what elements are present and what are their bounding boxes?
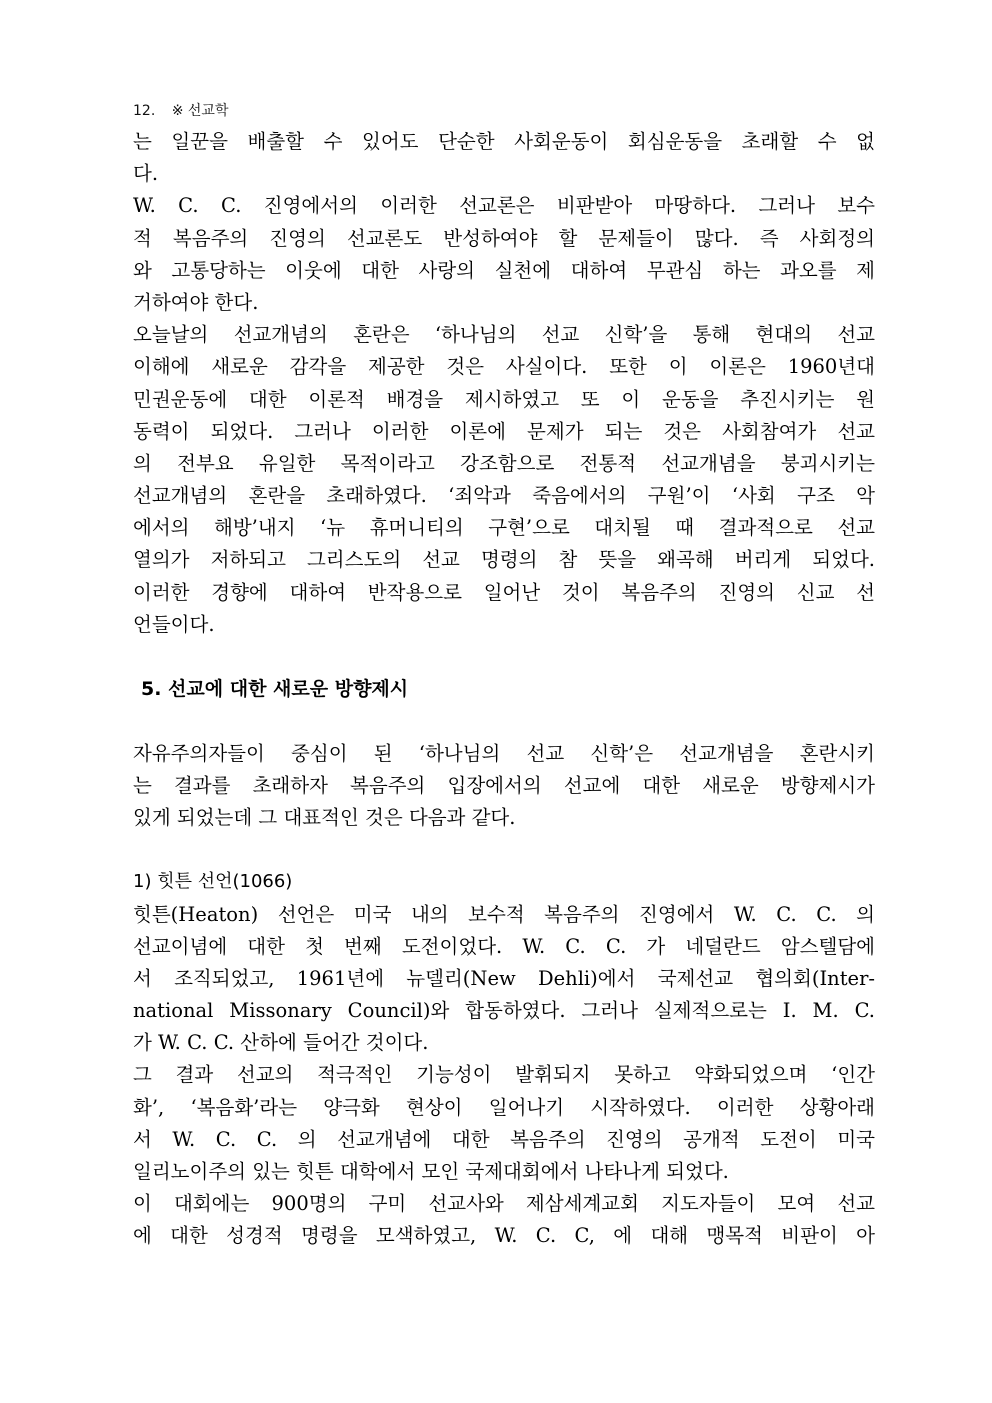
spacer [133, 641, 875, 673]
text-line: national Missonary Council)와 합동하였다. 그러나 실제적으로는 I. M. C. [133, 999, 875, 1023]
running-title: ※ 선교학 [171, 103, 229, 119]
text-line: 민권운동에 대한 이론적 배경을 제시하였고 또 이 운동을 추진시키는 원 [133, 387, 875, 411]
text-line: 일리노이주의 있는 힛튼 대학에서 모인 국제대회에서 나타나게 되었다. [133, 1160, 729, 1183]
spacer [133, 834, 875, 866]
text-line: 에서의 해방’내지 ‘뉴 휴머니티의 구현’으로 대치될 때 결과적으로 선교 [133, 516, 875, 540]
text-line: 의 전부요 유일한 목적이라고 강조함으로 전통적 선교개념을 붕괴시키는 [133, 451, 875, 475]
text-line: 이해에 새로운 감각을 제공한 것은 사실이다. 또한 이 이론은 1960년대 [133, 355, 875, 379]
text-line: 이 대회에는 900명의 구미 선교사와 제삼세계교회 지도자들이 모여 선교 [133, 1192, 875, 1216]
text-line: 가 W. C. C. 산하에 들어간 것이다. [133, 1031, 429, 1055]
text-line: 는 결과를 초래하자 복음주의 입장에서의 선교에 대한 새로운 방향제시가 [133, 773, 875, 797]
text-line: 힛튼(Heaton) 선언은 미국 내의 보수적 복음주의 진영에서 W. C. C. 의 [133, 902, 875, 926]
text-line: 는 일꾼을 배출할 수 있어도 단순한 사회운동이 회심운동을 초래할 수 없 [133, 130, 875, 153]
text-line: 적 복음주의 진영의 선교론도 반성하여야 할 문제들이 많다. 즉 사회정의 [133, 226, 875, 250]
spacer [133, 705, 875, 737]
body-text [133, 126, 875, 1253]
subsection-heading: 1) 힛튼 선언(1066) [133, 871, 293, 893]
text-line: 화’, ‘복음화’라는 양극화 현상이 일어나기 시작하였다. 이러한 상황아래 [133, 1095, 875, 1119]
text-line: 와 고통당하는 이웃에 대한 사랑의 실천에 대하여 무관심 하는 과오를 제 [133, 258, 875, 282]
text-line: 선교개념의 혼란을 초래하였다. ‘죄악과 죽음에서의 구원’이 ‘사회 구조 악 [133, 484, 875, 508]
text-line: 그 결과 선교의 적극적인 기능성이 발휘되지 못하고 약화되었으며 ‘인간 [133, 1063, 875, 1087]
running-header [133, 100, 228, 120]
text-line: 열의가 저하되고 그리스도의 선교 명령의 참 뜻을 왜곡해 버리게 되었다. [133, 548, 875, 572]
section-heading: 5. 선교에 대한 새로운 방향제시 [141, 678, 409, 701]
page-number: 12. [133, 103, 156, 119]
text-line: 서 조직되었고, 1961년에 뉴델리(New Dehli)에서 국제선교 협의회(Inter- [133, 966, 875, 990]
text-line: 있게 되었는데 그 대표적인 것은 다음과 같다. [133, 805, 516, 829]
text-line: 거하여야 한다. [133, 290, 259, 314]
text-line: 서 W. C. C. 의 선교개념에 대한 복음주의 진영의 공개적 도전이 미국 [133, 1127, 875, 1151]
text-line: 이러한 경향에 대하여 반작용으로 일어난 것이 복음주의 진영의 신교 선 [133, 580, 875, 604]
text-line: 선교이념에 대한 첫 번째 도전이었다. W. C. C. 가 네덜란드 암스텔담에 [133, 934, 875, 958]
text-line: 다. [133, 162, 159, 186]
text-line: 에 대한 성경적 명령을 모색하였고, W. C. C, 에 대해 맹목적 비판이 아 [133, 1224, 875, 1248]
text-line: 자유주의자들이 중심이 된 ‘하나님의 선교 신학’은 선교개념을 혼란시키 [133, 741, 875, 765]
text-line: 오늘날의 선교개념의 혼란은 ‘하나님의 선교 신학’을 통해 현대의 선교 [133, 323, 875, 347]
text-line: 동력이 되었다. 그러나 이러한 이론에 문제가 되는 것은 사회참여가 선교 [133, 419, 875, 443]
text-line: 언들이다. [133, 612, 215, 636]
text-line: W. C. C. 진영에서의 이러한 선교론은 비판받아 마땅하다. 그러나 보수 [133, 194, 875, 218]
